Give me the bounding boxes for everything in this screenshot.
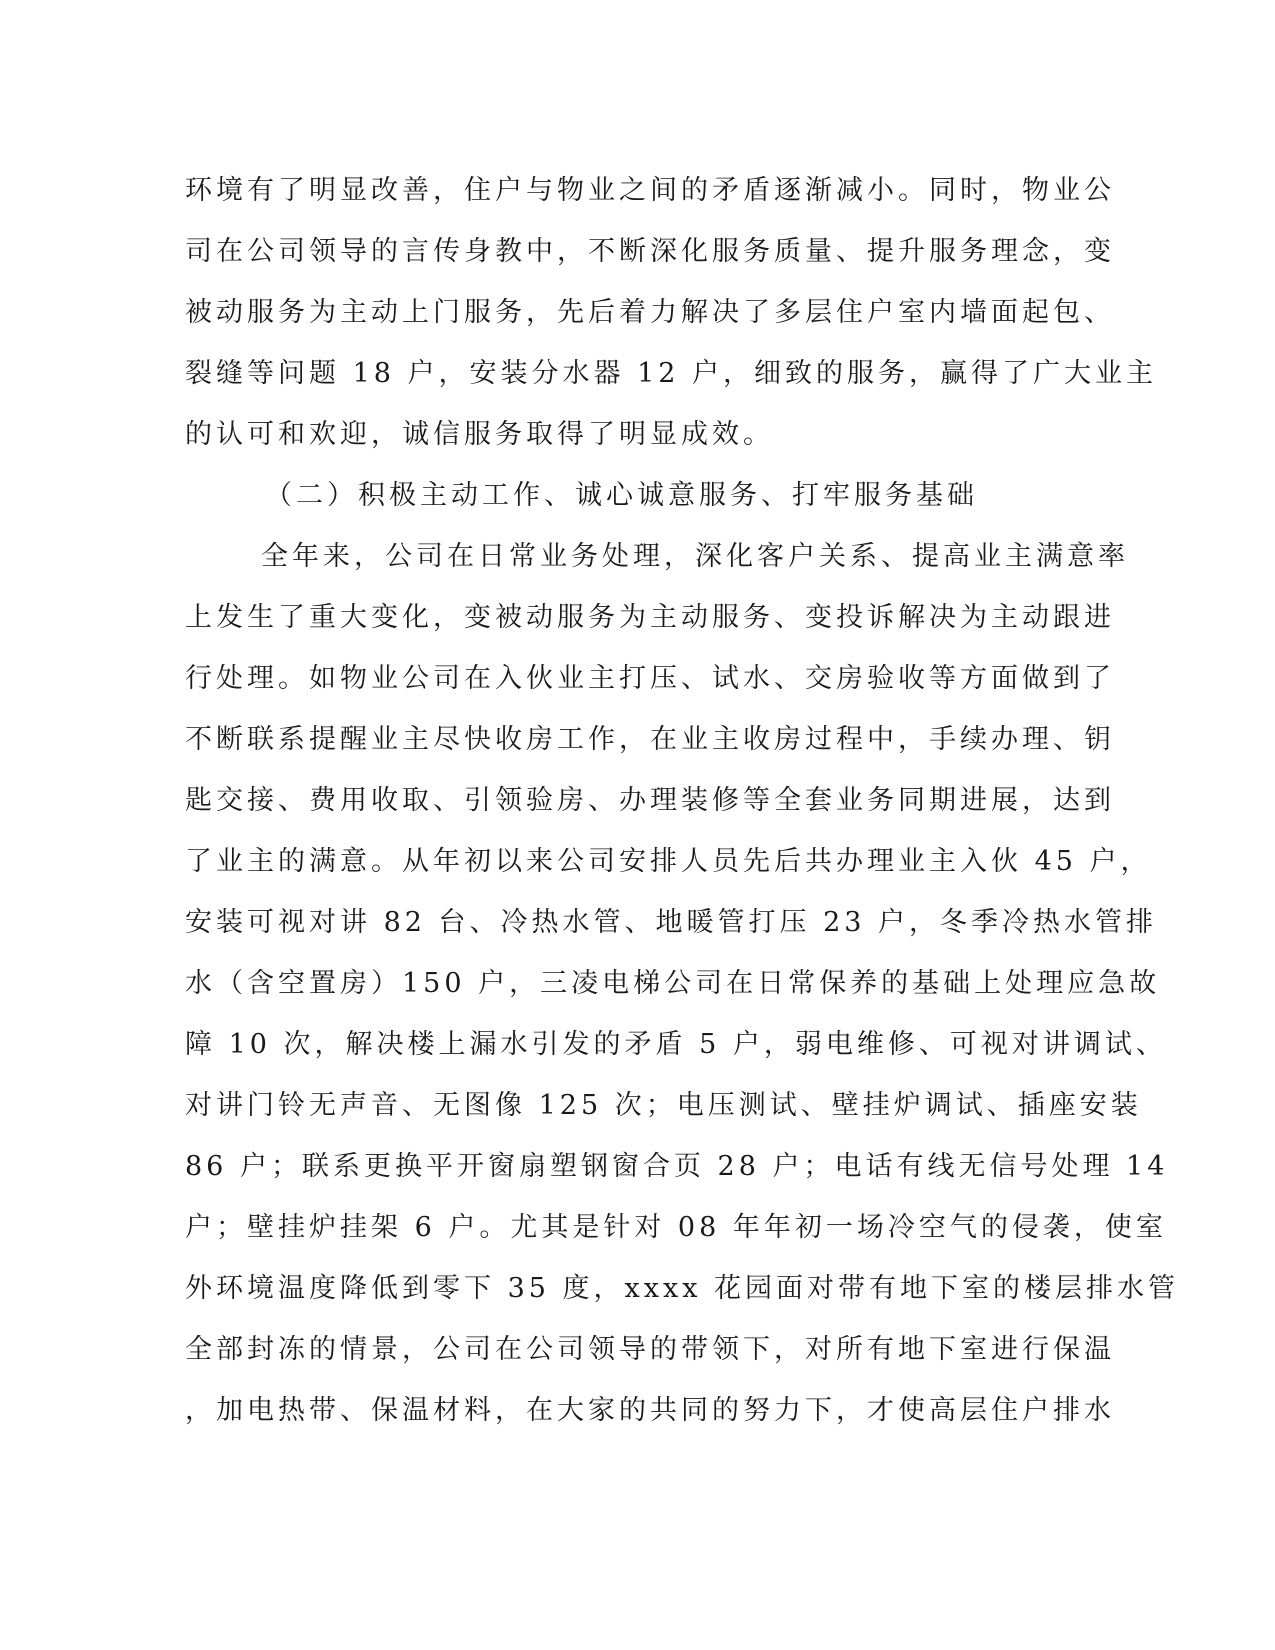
text-line: 全年来，公司在日常业务处理，深化客户关系、提高业主满意率 [261, 541, 1129, 572]
text-line: 被动服务为主动上门服务，先后着力解决了多层住户室内墙面起包、 [185, 297, 1115, 328]
text-line: 水（含空置房）150 户，三凌电梯公司在日常保养的基础上处理应急故 [185, 968, 1161, 999]
text-line: 裂缝等问题 18 户，安装分水器 12 户，细致的服务，赢得了广大业主 [185, 358, 1158, 389]
text-line: 司在公司领导的言传身教中，不断深化服务质量、提升服务理念，变 [185, 236, 1115, 267]
text-line: 安装可视对讲 82 台、冷热水管、地暖管打压 23 户，冬季冷热水管排 [185, 907, 1158, 938]
text-line: 环境有了明显改善，住户与物业之间的矛盾逐渐减小。同时，物业公 [185, 175, 1115, 206]
text-line: 86 户；联系更换平开窗扇塑钢窗合页 28 户；电话有线无信号处理 14 [185, 1151, 1169, 1182]
text-line: 上发生了重大变化，变被动服务为主动服务、变投诉解决为主动跟进 [185, 602, 1115, 633]
text-line: 了业主的满意。从年初以来公司安排人员先后共办理业主入伙 45 户， [185, 846, 1152, 877]
text-line: 户；壁挂炉挂架 6 户。尤其是针对 08 年年初一场冷空气的侵袭，使室 [185, 1212, 1167, 1243]
text-line: 匙交接、费用收取、引领验房、办理装修等全套业务同期进展，达到 [185, 785, 1115, 816]
text-line: 的认可和欢迎，诚信服务取得了明显成效。 [185, 419, 774, 450]
text-line: ，加电热带、保温材料，在大家的共同的努力下，才使高层住户排水 [185, 1395, 1115, 1426]
text-line: 不断联系提醒业主尽快收房工作，在业主收房过程中，手续办理、钥 [185, 724, 1115, 755]
text-line: 行处理。如物业公司在入伙业主打压、试水、交房验收等方面做到了 [185, 663, 1115, 694]
text-line: 全部封冻的情景，公司在公司领导的带领下，对所有地下室进行保温 [185, 1334, 1115, 1365]
body-text [185, 160, 1180, 1441]
text-line: 外环境温度降低到零下 35 度，xxxx 花园面对带有地下室的楼层排水管 [185, 1273, 1180, 1304]
section-heading: （二）积极主动工作、诚心诚意服务、打牢服务基础 [265, 480, 978, 511]
text-line: 障 10 次，解决楼上漏水引发的矛盾 5 户，弱电维修、可视对讲调试、 [185, 1029, 1167, 1060]
text-line: 对讲门铃无声音、无图像 125 次；电压测试、壁挂炉调试、插座安装 [185, 1090, 1142, 1121]
